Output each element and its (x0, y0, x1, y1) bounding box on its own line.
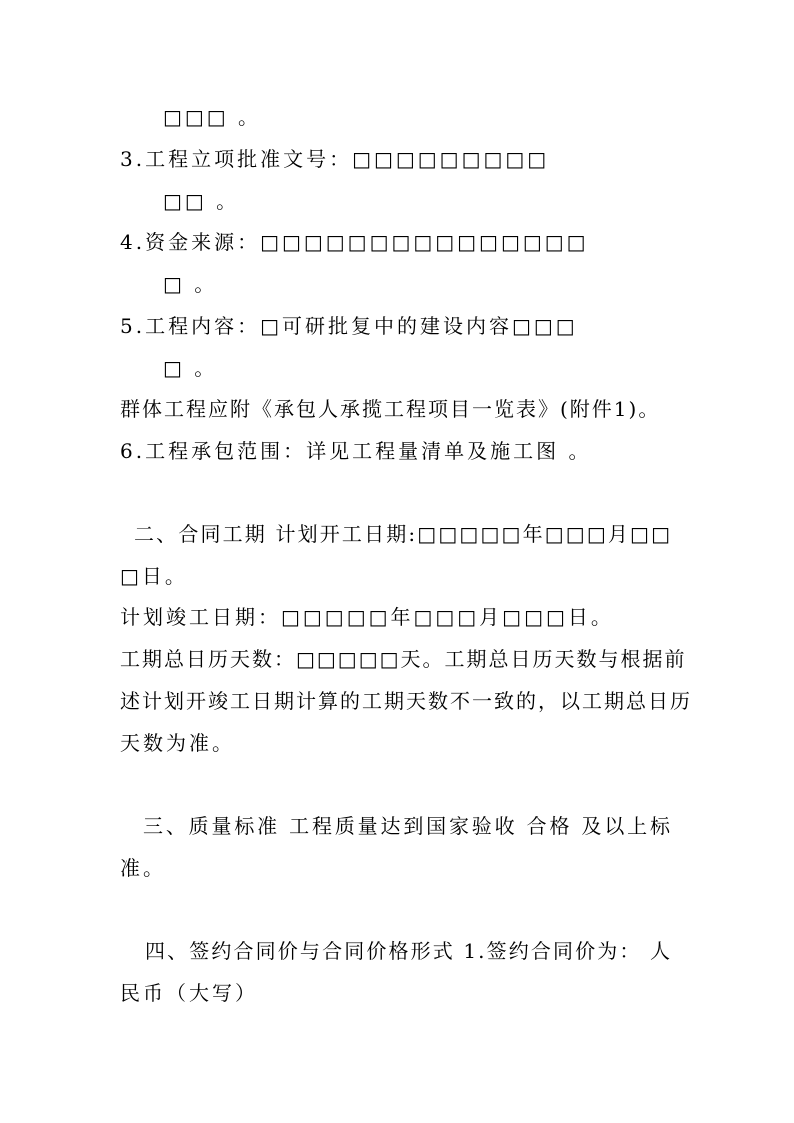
text-line: 民币（大写） (120, 981, 258, 1005)
text-line: 5.工程内容：□可研批复中的建设内容□□□ (120, 314, 578, 338)
text-line: □日。 (120, 564, 188, 588)
text-line: 计划竣工日期：□□□□□年□□□月□□□日。 (120, 605, 614, 629)
text-line: 述计划开竣工日期计算的工期天数不一致的，以工期总日历 (120, 689, 692, 713)
text-line: □□ 。 (163, 189, 240, 213)
text-line: □ 。 (163, 272, 218, 296)
section-heading: 三、质量标准 工程质量达到国家验收 合格 及以上标 (143, 814, 672, 838)
text-line: □□□ 。 (163, 105, 262, 129)
text-line: 6.工程承包范围：详见工程量清单及施工图 。 (120, 439, 592, 463)
text-line: 准。 (120, 856, 166, 880)
text-line: 群体工程应附《承包人承揽工程项目一览表》(附件1)。 (120, 397, 661, 421)
text-line: 工期总日历天数：□□□□□天。工期总日历天数与根据前 (120, 647, 687, 671)
text-line: 天数为准。 (120, 731, 235, 755)
text-line: □ 。 (163, 356, 218, 380)
section-heading: 四、签约合同价与合同价格形式 1.签约合同价为： 人 (145, 939, 672, 963)
section-heading: 二、合同工期 计划开工日期:□□□□□年□□□月□□ (134, 522, 672, 546)
text-line: 4.资金来源：□□□□□□□□□□□□□□□ (120, 230, 589, 254)
text-line: 3.工程立项批准文号：□□□□□□□□□ (120, 147, 550, 171)
